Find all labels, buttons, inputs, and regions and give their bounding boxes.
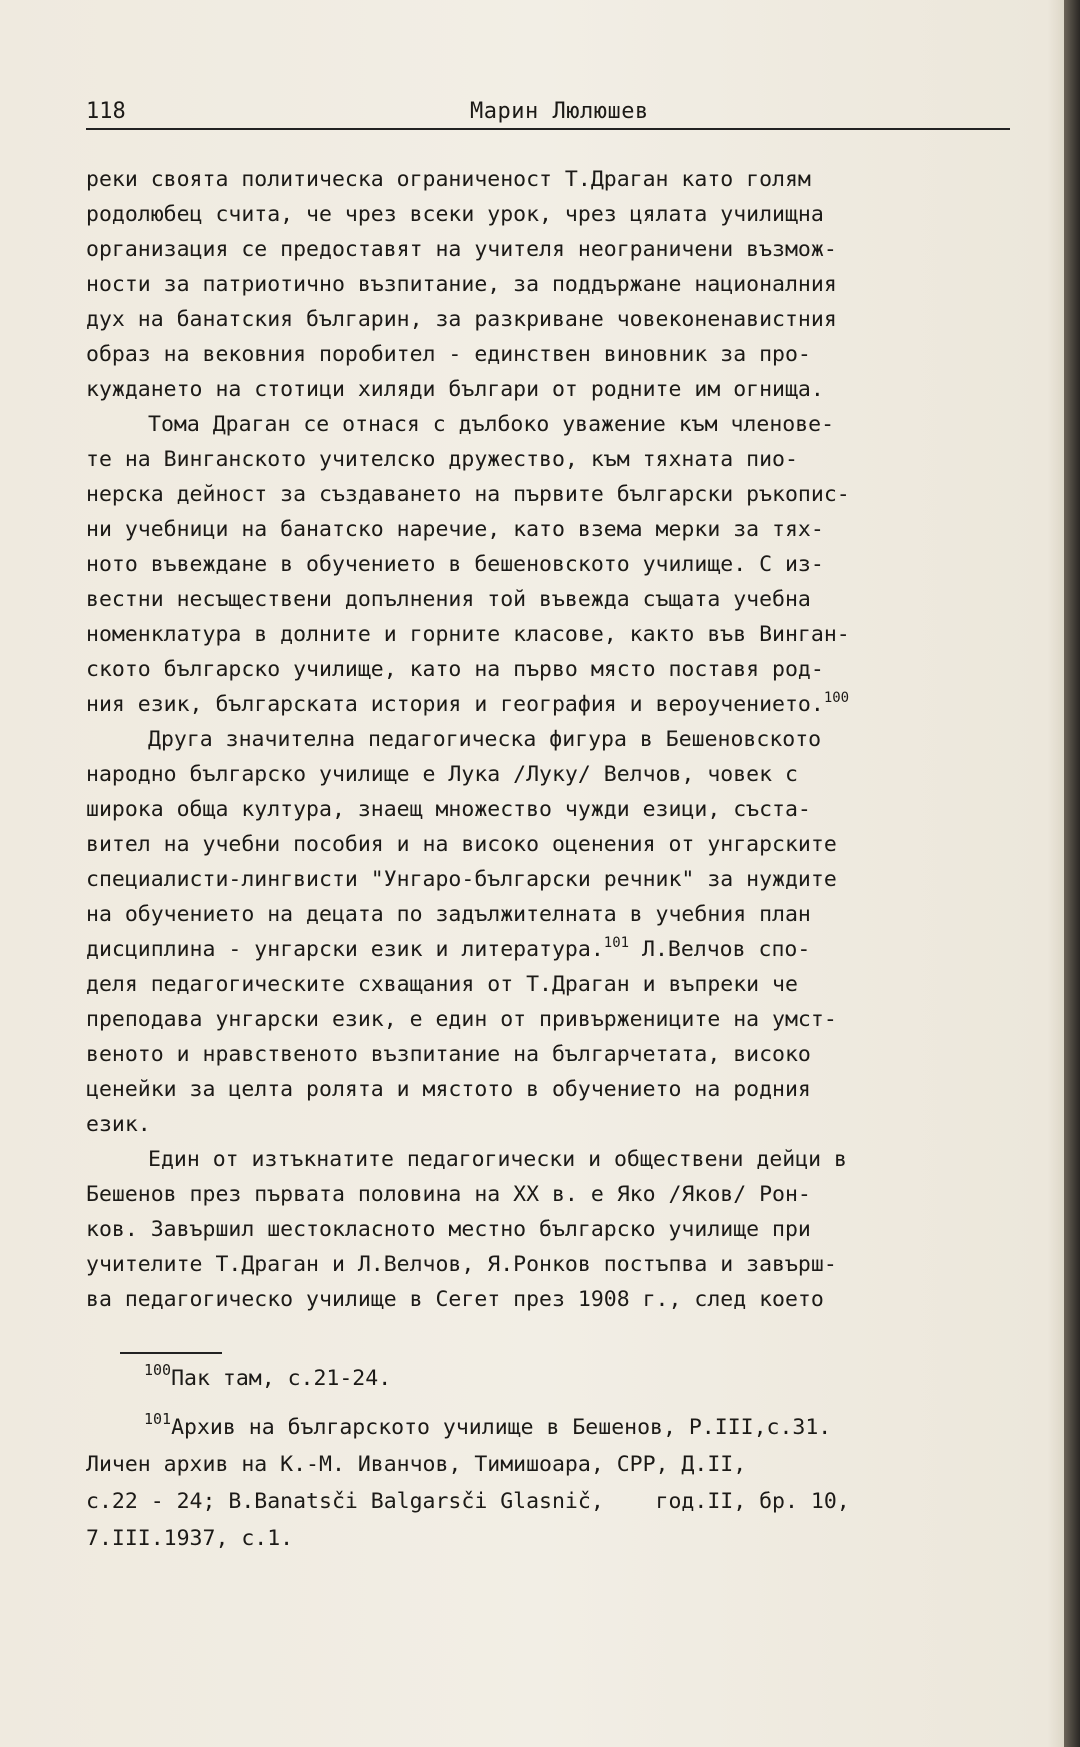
text-line [86, 547, 1016, 582]
text-line [86, 442, 1016, 477]
text-line-content: деля педагогическите схващания от Т.Драган и въпреки че [86, 972, 798, 997]
text-line-content: родолюбец счита, че чрез всеки урок, чрез цялата училищна [86, 202, 824, 227]
text-line [86, 792, 1016, 827]
text-line [86, 512, 1016, 547]
text-line-content: веното и нравственото възпитание на българчетата, високо [86, 1042, 811, 1067]
footnote-text: Личен архив на К.-М. Иванчов, Тимишоара, СРР, Д.II, [86, 1452, 747, 1477]
footnote-marker: 101 [144, 1410, 172, 1428]
footnote-text: Пак там, с.21-24. [171, 1366, 392, 1391]
footnote-text: с.22 - 24; B.Banatsči Balgarsči Glasnič, год.II, бр. 10, [86, 1489, 850, 1514]
footnote-line [86, 1360, 1016, 1397]
text-line [86, 1072, 1016, 1107]
footnote-marker: 100 [144, 1361, 172, 1379]
text-line-content: широка обща култура, знаещ множество чужди езици, съста- [86, 797, 811, 822]
text-line [86, 1002, 1016, 1037]
text-line-content: образ на вековния поробител - единствен виновник за про- [86, 342, 811, 367]
text-line [86, 967, 1016, 1002]
text-line [86, 1282, 1016, 1317]
text-line-content: дух на банатския българин, за разкриване човеконенавистния [86, 307, 837, 332]
footnote-text: 7.III.1937, с.1. [86, 1526, 294, 1551]
text-line-content: Тома Драган се отнася с дълбоко уважение към членове- [148, 412, 835, 437]
text-line [86, 197, 1016, 232]
text-line-content: език. [86, 1112, 151, 1137]
text-line [86, 372, 1016, 407]
footnotes [86, 1360, 1016, 1557]
text-line-content: ва педагогическо училище в Сегет през 1908 г., след което [86, 1287, 824, 1312]
text-line-content: нерска дейност за създаването на първите български ръкопис- [86, 482, 850, 507]
text-line-content: куждането на стотици хиляди българи от родните им огнища. [86, 377, 824, 402]
text-line [86, 302, 1016, 337]
text-line [86, 932, 1016, 967]
text-line-continuation: Л.Велчов спо- [629, 937, 811, 962]
text-line-content: ни учебници на банатско наречие, като взема мерки за тях- [86, 517, 824, 542]
text-line [86, 827, 1016, 862]
page-number: 118 [86, 99, 126, 124]
text-line-content: ния език, българската история и география и вероучението. [86, 692, 824, 717]
text-line [86, 162, 1016, 197]
text-line-content: Един от изтъкнатите педагогически и обществени дейци в [148, 1147, 847, 1172]
page-header [86, 96, 1010, 130]
footnote-separator [120, 1352, 222, 1354]
text-line [86, 757, 1016, 792]
text-line-content: Бешенов през първата половина на ХХ в. е Яко /Яков/ Рон- [86, 1182, 811, 1207]
text-line-content: дисциплина - унгарски език и литература. [86, 937, 604, 962]
footnote-gap [86, 1397, 1016, 1409]
text-line [86, 1247, 1016, 1282]
text-line-content: ков. Завършил шестокласното местно българско училище при [86, 1217, 811, 1242]
text-line-content: вител на учебни пособия и на високо оценения от унгарските [86, 832, 837, 857]
text-line [86, 1107, 1016, 1142]
footnote-line [86, 1520, 1016, 1557]
text-line [86, 722, 1016, 757]
text-line-content: те на Винганското учителско дружество, към тяхната пио- [86, 447, 798, 472]
text-line [86, 267, 1016, 302]
text-line [86, 1177, 1016, 1212]
text-line-content: ното въвеждане в обучението в бешеновското училище. С из- [86, 552, 824, 577]
text-line-content: специалисти-лингвисти "Унгаро-български речник" за нуждите [86, 867, 837, 892]
text-line-content: ското българско училище, като на първо място поставя род- [86, 657, 824, 682]
text-line [86, 1142, 1016, 1177]
text-line-content: ценейки за целта ролята и мястото в обучението на родния [86, 1077, 811, 1102]
book-spine-shadow [1064, 0, 1080, 1747]
text-line [86, 652, 1016, 687]
text-line [86, 862, 1016, 897]
footnote-line [86, 1446, 1016, 1483]
text-line-content: преподава унгарски език, е един от привържениците на умст- [86, 1007, 837, 1032]
text-line-content: ности за патриотично възпитание, за поддържане националния [86, 272, 837, 297]
text-line-content: на обучението на децата по задължителната в учебния план [86, 902, 811, 927]
text-line-content: учителите Т.Драган и Л.Велчов, Я.Ронков постъпва и завърш- [86, 1252, 837, 1277]
text-line [86, 687, 1016, 722]
text-line [86, 617, 1016, 652]
text-line [86, 337, 1016, 372]
text-line-content: вестни несъществени допълнения той въвежда същата учебна [86, 587, 811, 612]
text-line [86, 897, 1016, 932]
text-line-content: номенклатура в долните и горните класове, както във Винган- [86, 622, 850, 647]
text-line [86, 1037, 1016, 1072]
text-line [86, 477, 1016, 512]
text-line [86, 582, 1016, 617]
footnote-line [86, 1483, 1016, 1520]
text-line [86, 232, 1016, 267]
text-line-content: Друга значителна педагогическа фигура в Бешеновското [148, 727, 822, 752]
footnote-reference: 100 [823, 690, 850, 706]
text-line [86, 1212, 1016, 1247]
body-text [86, 162, 1016, 1317]
text-line-content: реки своята политическа ограниченост Т.Драган като голям [86, 167, 811, 192]
footnote-text: Архив на българското училище в Бешенов, Р.III,с.31. [171, 1415, 832, 1440]
text-line-content: организация се предоставят на учителя неограничени възмож- [86, 237, 837, 262]
text-line [86, 407, 1016, 442]
running-title: Марин Люлюшев [470, 99, 649, 124]
text-line-content: народно българско училище е Лука /Луку/ Велчов, човек с [86, 762, 798, 787]
footnote-line [86, 1409, 1016, 1446]
footnote-reference: 101 [603, 935, 630, 951]
